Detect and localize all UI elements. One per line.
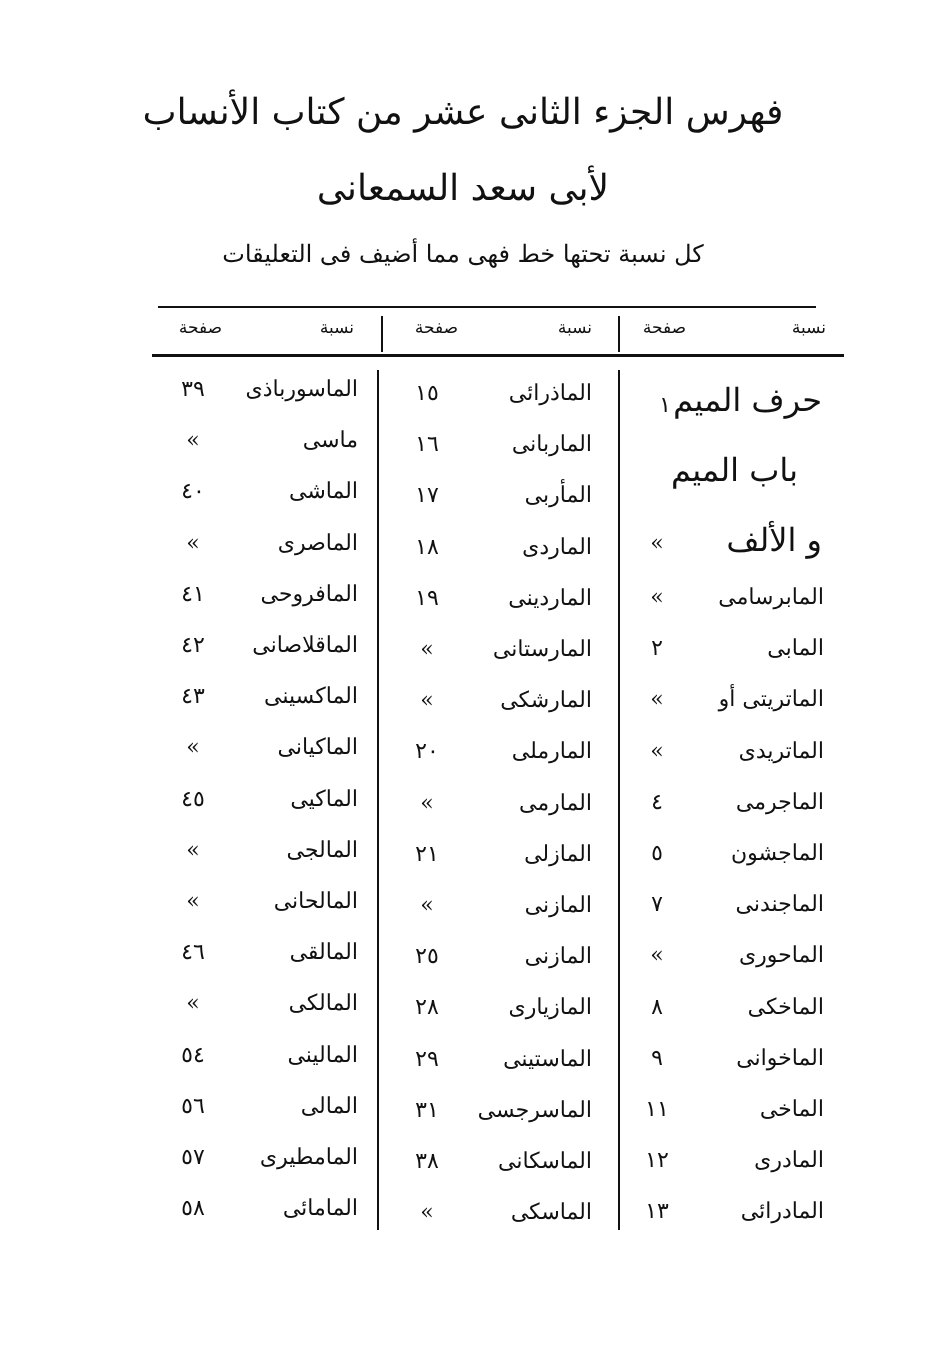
table-row-page: » [420, 1200, 434, 1226]
table-row-page: » [650, 585, 664, 610]
table-row-page: ٥ [651, 841, 663, 866]
table-row-page: ٤٢ [181, 633, 205, 658]
col3-name-header: نسبة [319, 318, 354, 338]
table-row-name: الماربانى [511, 432, 592, 458]
table-row-name: المالكى [288, 991, 358, 1017]
table-row-page: ٤١ [181, 581, 205, 607]
header-divider-right [618, 316, 620, 352]
column-divider-left [377, 370, 379, 1230]
table-row-page: ١١ [645, 1097, 669, 1122]
table-row-name: المالقى [289, 940, 358, 966]
table-row-page: ٥٤ [181, 1042, 205, 1068]
table-row-name: المازنى [524, 944, 592, 970]
table-row-page: ١٧ [415, 483, 439, 509]
table-row-page: ١٥ [415, 381, 439, 406]
table-row-page: » [650, 943, 664, 969]
table-row-page: ٩ [651, 1045, 663, 1071]
table-row-name: الماسكى [510, 1200, 592, 1226]
section-heading-letter-page: ١ [659, 393, 671, 418]
col1-page-header: صفحة [642, 318, 686, 338]
table-row-page: ٤ [651, 789, 663, 815]
table-row-name: المامطيرى [259, 1145, 358, 1170]
table-row-name: المالى [300, 1093, 358, 1119]
table-row-name: الماقلاصانى [252, 633, 358, 658]
table-row-page: » [420, 637, 434, 662]
column-divider-right [618, 370, 620, 1230]
table-row-page: » [186, 428, 200, 454]
table-row-page: ٣١ [415, 1097, 439, 1123]
table-row-page: » [186, 889, 200, 914]
table-row-page: ٨ [651, 994, 663, 1020]
table-row-page: ٣٨ [415, 1149, 439, 1174]
table-row-name: الماستينى [503, 1046, 592, 1072]
section-heading-chapter: باب الميم [670, 451, 798, 489]
table-row-name: الماردى [522, 534, 592, 560]
table-row-name: الماخى [759, 1097, 824, 1122]
table-row-page: » [650, 738, 664, 764]
table-row-name: الماكسينى [264, 684, 358, 710]
table-row-name: الماسكانى [498, 1149, 592, 1174]
table-row-page: » [186, 991, 200, 1017]
table-row-page: » [186, 735, 200, 761]
table-row-name: المابى [767, 636, 824, 662]
table-row-page: » [186, 837, 200, 863]
table-row-page: ٢٨ [415, 995, 439, 1021]
table-row-page: » [420, 790, 434, 816]
table-row-page: » [186, 530, 200, 556]
table-row-name: الماشى [288, 479, 358, 505]
table-row-name: الماصرى [277, 530, 358, 556]
page-title: فهرس الجزء الثانى عشر من كتاب الأنساب [142, 92, 784, 133]
section-heading-alif-page: » [650, 531, 664, 556]
table-row-name: الماجشون [731, 841, 824, 866]
table-row-name: المازنى [524, 893, 592, 918]
table-row-name: المأربى [524, 483, 592, 509]
table-row-page: ٤٣ [181, 684, 205, 710]
table-row-name: المالينى [287, 1042, 358, 1068]
table-row-name: المالجى [286, 837, 358, 863]
table-row-page: ١٩ [415, 585, 439, 611]
table-row-page: ٢ [651, 636, 663, 662]
header-top-rule [158, 306, 816, 308]
table-row-name: الماخكى [747, 994, 824, 1020]
table-row-page: ٤٠ [181, 479, 205, 505]
table-row-name: المارمى [519, 790, 592, 816]
table-row-name: المازيارى [508, 995, 592, 1021]
table-row-name: الماتريدى [738, 738, 824, 764]
table-row-name: المافروحى [260, 581, 358, 607]
table-row-name: ماسى [302, 428, 358, 454]
table-row-page: » [650, 687, 664, 713]
table-row-page: ٥٧ [181, 1145, 205, 1170]
table-row-page: » [420, 688, 434, 714]
table-row-page: ١٣ [645, 1199, 669, 1225]
col3-page-header: صفحة [178, 318, 222, 338]
table-row-name: الماكيى [290, 786, 358, 812]
table-row-page: ٤٥ [181, 786, 205, 812]
table-row-name: الماسورباذى [245, 377, 358, 402]
table-row-name: الماكيانى [277, 735, 358, 761]
table-row-page: ٥٦ [181, 1093, 205, 1119]
table-row-page: ٢١ [415, 841, 439, 867]
table-row-name: الماتريتى أو [718, 687, 824, 713]
table-row-name: الماردينى [508, 585, 592, 611]
table-row-name: الماحورى [738, 943, 824, 969]
table-row-name: المارشكى [500, 688, 592, 714]
table-row-page: ٧ [651, 892, 663, 918]
table-row-page: ٢٠ [415, 739, 439, 765]
table-row-name: الماذرائى [508, 381, 592, 406]
section-heading-letter: حرف الميم [673, 381, 822, 419]
col1-name-header: نسبة [791, 318, 826, 338]
table-row-name: المازلى [524, 841, 592, 867]
table-row-page: ١٨ [415, 534, 439, 560]
table-row-name: الماجندنى [735, 892, 824, 918]
col2-name-header: نسبة [557, 318, 592, 338]
table-row-page: ٤٦ [181, 940, 205, 966]
note-line: كل نسبة تحتها خط فهى مما أضيف فى التعليقات [222, 240, 704, 268]
table-row-name: المادرى [754, 1148, 824, 1174]
table-row-page: ٥٨ [181, 1196, 205, 1222]
author-line: لأبى سعد السمعانى [316, 168, 610, 209]
table-row-name: الماسرجسى [477, 1097, 592, 1123]
table-row-name: الماجرمى [735, 789, 824, 815]
table-row-page: » [420, 893, 434, 918]
table-row-name: الماخوانى [736, 1045, 824, 1071]
table-row-page: ٢٥ [415, 944, 439, 970]
table-row-page: ١٢ [645, 1148, 669, 1174]
table-row-page: ٣٩ [181, 377, 205, 402]
table-row-name: المادرائى [740, 1199, 824, 1225]
table-row-name: المارستانى [492, 637, 592, 662]
table-row-name: المارملى [511, 739, 592, 765]
header-bottom-rule [152, 354, 844, 357]
table-row-name: المامائى [282, 1196, 358, 1222]
col2-page-header: صفحة [414, 318, 458, 338]
section-heading-alif: و الألف [726, 521, 822, 559]
header-divider-left [381, 316, 383, 352]
table-row-name: المالحانى [273, 889, 358, 914]
table-row-name: المابرسامى [718, 585, 824, 610]
table-row-page: ٢٩ [415, 1046, 439, 1072]
table-row-page: ١٦ [415, 432, 439, 458]
